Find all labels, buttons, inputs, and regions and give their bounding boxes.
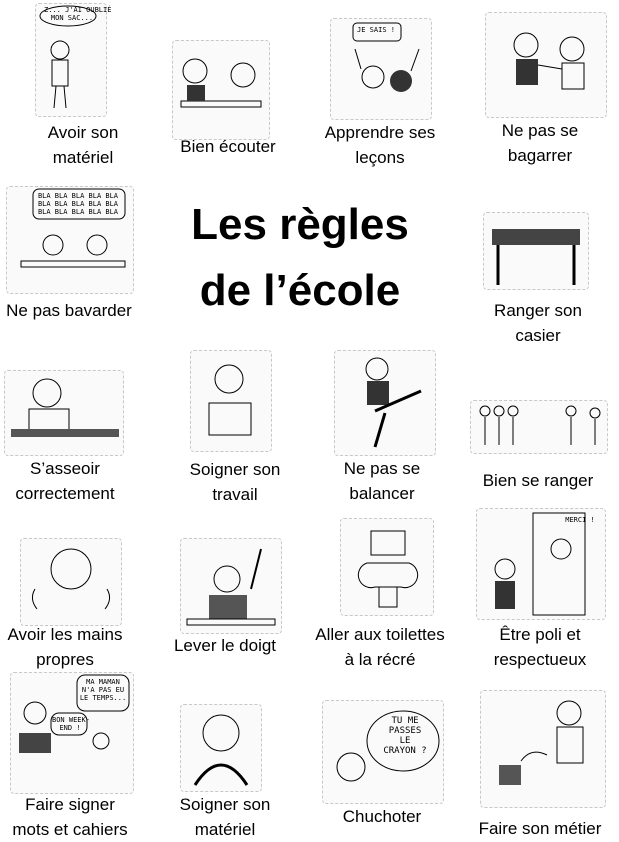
rule-caption: Avoir les mains propres: [7, 625, 123, 669]
page-title-line1: Les règles: [191, 200, 409, 249]
speech-bubble: MERCI !: [565, 516, 595, 524]
rule-caption: Chuchoter: [342, 807, 422, 826]
speech-bubble: TU ME PASSES LE CRAYON ?: [383, 716, 427, 756]
rule-caption: Soigner son matériel: [179, 795, 271, 839]
child-tipping-chair-icon: [334, 350, 436, 456]
rule-caption: Bien écouter: [180, 137, 276, 156]
rule-caption: Ne pas se bagarrer: [501, 121, 579, 165]
rule-caption: Lever le doigt: [173, 636, 277, 655]
desk-locker-icon: [483, 212, 589, 290]
rule-caption: Ne pas se balancer: [343, 459, 421, 503]
speech-bubble: BON WEEK- END !: [52, 716, 90, 732]
child-seated-icon: [4, 370, 124, 456]
child-at-door-icon: [476, 508, 606, 620]
page-title-line2: de l’école: [199, 266, 401, 315]
rule-caption: Soigner son travail: [189, 460, 281, 504]
child-raising-finger-icon: [180, 538, 282, 634]
rule-caption: Faire son métier: [478, 819, 602, 838]
rule-caption: Ne pas bavarder: [6, 301, 132, 320]
rule-caption: Aller aux toilettes à la récré: [315, 625, 445, 669]
child-clean-hands-icon: [20, 538, 122, 626]
rule-caption: Avoir son matériel: [47, 123, 119, 167]
children-listening-icon: [172, 40, 270, 140]
speech-bubble: JE SAIS !: [357, 26, 395, 34]
speech-bubble: BLA BLA BLA BLA BLA BLA BLA BLA BLA BLA BLA BLA BLA BLA BLA: [37, 192, 119, 216]
rule-caption: Être poli et respectueux: [493, 625, 587, 669]
rule-caption: Apprendre ses leçons: [324, 123, 436, 167]
child-watering-plant-icon: [480, 690, 606, 808]
rule-caption: Bien se ranger: [482, 471, 594, 490]
speech-bubble: MA MAMAN N'A PAS EU LE TEMPS...: [79, 678, 127, 702]
speech-bubble: Z... J'AI OUBLIÉ MON SAC...: [44, 6, 112, 22]
children-fighting-icon: [485, 12, 607, 118]
rule-caption: S’asseoir correctement: [15, 459, 115, 503]
child-with-broken-item-icon: [180, 704, 262, 792]
children-in-line-icon: [470, 400, 608, 454]
child-with-drawing-icon: [190, 350, 272, 452]
rule-caption: Ranger son casier: [494, 301, 582, 345]
rule-caption: Faire signer mots et cahiers: [12, 795, 128, 839]
page-title: [175, 192, 425, 324]
toilet-icon: [340, 518, 434, 616]
